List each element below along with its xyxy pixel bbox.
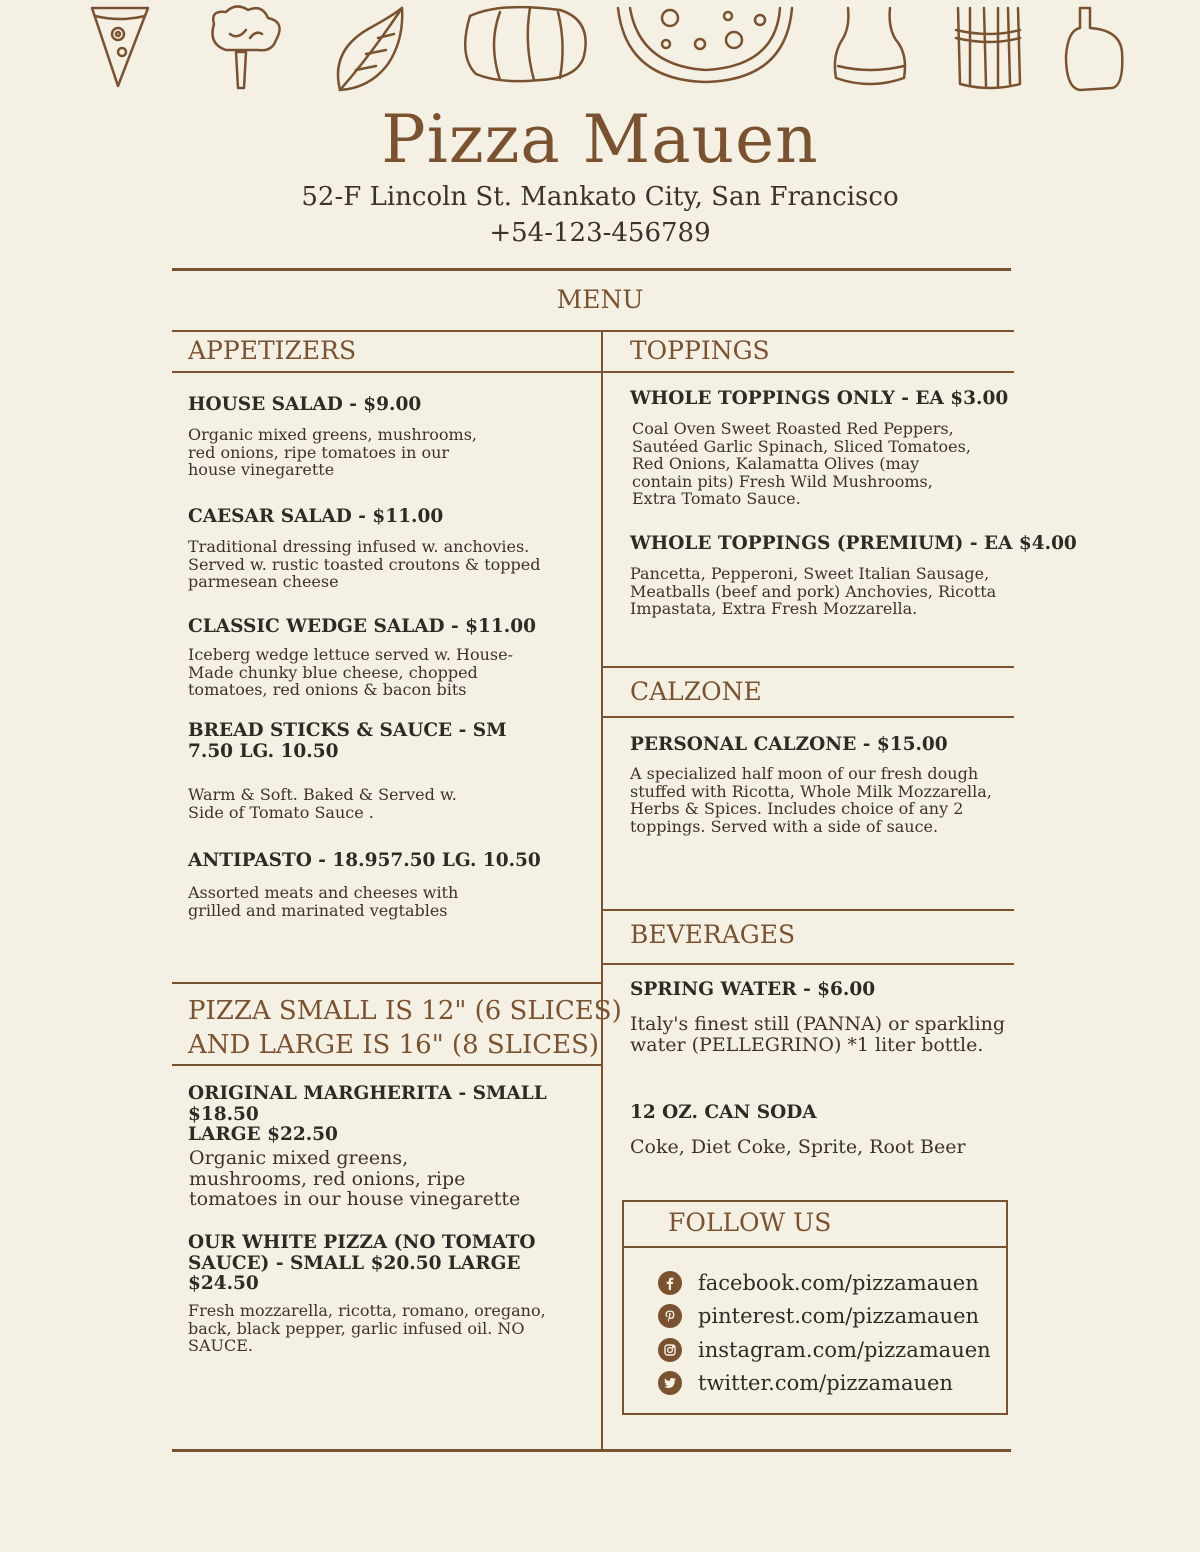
pizza-top-divider	[172, 982, 602, 984]
pinterest-icon	[658, 1304, 682, 1328]
social-link-twitter[interactable]	[658, 1368, 953, 1398]
menu-item-desc: Warm & Soft. Baked & Served w. Side of Tomato Sauce .	[188, 785, 457, 822]
menu-item-desc: Pancetta, Pepperoni, Sweet Italian Sausage, Meatballs (beef and pork) Anchovies, Ricotta Impastata, Extra Fresh Mozzarella.	[630, 564, 997, 618]
twitter-icon	[658, 1371, 682, 1395]
social-link-pinterest[interactable]	[658, 1301, 979, 1331]
menu-item-name: WHOLE TOPPINGS (PREMIUM) - EA $4.00	[630, 533, 1077, 554]
restaurant-phone: +54-123-456789	[489, 218, 711, 248]
menu-item-name: CLASSIC WEDGE SALAD - $11.00	[188, 616, 536, 637]
oil-bottle-icon	[835, 8, 905, 84]
calzone-divider	[602, 716, 1014, 718]
instagram-link-text: instagram.com/pizzamauen	[698, 1338, 991, 1362]
broccoli-icon	[213, 6, 280, 88]
header-illustrations	[0, 0, 1200, 100]
menu-item-desc: Assorted meats and cheeses with grilled and marinated vegtables	[188, 883, 459, 920]
menu-item-name: HOUSE SALAD - $9.00	[188, 394, 422, 415]
garlic-icon	[465, 7, 585, 81]
facebook-link-text: facebook.com/pizzamauen	[698, 1271, 979, 1295]
menu-item-desc: Organic mixed greens, mushrooms, red onions, ripe tomatoes in our house vinegarette	[189, 1147, 521, 1210]
calzone-title: CALZONE	[630, 677, 762, 706]
basil-leaf-icon	[338, 8, 402, 90]
pizza-peel-icon	[1066, 8, 1122, 90]
appetizers-divider	[172, 371, 602, 373]
menu-item-name: SPRING WATER - $6.00	[630, 979, 876, 1000]
restaurant-name: Pizza Mauen	[381, 101, 819, 178]
social-link-instagram[interactable]	[658, 1335, 991, 1365]
follow-us-title: FOLLOW US	[668, 1208, 832, 1237]
restaurant-address: 52-F Lincoln St. Mankato City, San Francisco	[301, 182, 899, 212]
bottom-divider	[172, 1449, 1011, 1452]
pinterest-link-text: pinterest.com/pizzamauen	[698, 1304, 980, 1328]
menu-label: MENU	[556, 285, 644, 314]
menu-divider	[172, 330, 1014, 332]
pizza-title: PIZZA SMALL IS 12" (6 SLICES) AND LARGE IS 16" (8 SLICES)	[188, 996, 622, 1060]
pasta-bundle-icon	[956, 8, 1020, 88]
menu-item-name: ORIGINAL MARGHERITA - SMALL $18.50 LARGE $22.50	[188, 1083, 547, 1145]
top-divider	[172, 268, 1011, 271]
appetizers-title: APPETIZERS	[188, 336, 357, 365]
menu-item-desc: Iceberg wedge lettuce served w. House- Made chunky blue cheese, chopped tomatoes, red onions & bacon bits	[188, 645, 514, 699]
menu-item-desc: Traditional dressing infused w. anchovies. Served w. rustic toasted croutons & topped parmesean cheese	[188, 537, 541, 591]
menu-item-name: BREAD STICKS & SAUCE - SM 7.50 LG. 10.50	[188, 720, 507, 762]
beverages-divider	[602, 963, 1014, 965]
menu-item-desc: Coal Oven Sweet Roasted Red Peppers, Sautéed Garlic Spinach, Sliced Tomatoes, Red Onions, Kalamatta Olives (may contain pits) Fresh Wild Mushrooms, Extra Tomato Sauce.	[632, 419, 971, 508]
beverages-title: BEVERAGES	[630, 920, 796, 949]
menu-item-desc: Organic mixed greens, mushrooms, red onions, ripe tomatoes in our house vinegarette	[188, 425, 478, 479]
menu-item-desc: Fresh mozzarella, ricotta, romano, oregano, back, black pepper, garlic infused oil. NO SAUCE.	[188, 1301, 546, 1355]
menu-item-desc: Italy's finest still (PANNA) or sparkling water (PELLEGRINO) *1 liter bottle.	[630, 1013, 1006, 1056]
facebook-icon	[658, 1271, 682, 1295]
toppings-divider	[602, 371, 1014, 373]
social-link-facebook[interactable]	[658, 1268, 979, 1298]
menu-item-name: PERSONAL CALZONE - $15.00	[630, 734, 948, 755]
toppings-title: TOPPINGS	[630, 336, 770, 365]
menu-item-name: ANTIPASTO - 18.957.50 LG. 10.50	[188, 850, 541, 871]
menu-item-name: WHOLE TOPPINGS ONLY - EA $3.00	[630, 388, 1009, 409]
calzone-top-divider	[602, 666, 1014, 668]
follow-us-divider	[624, 1246, 1006, 1248]
pizza-divider	[172, 1064, 602, 1066]
beverages-top-divider	[602, 909, 1014, 911]
follow-us-box	[622, 1200, 1008, 1415]
menu-item-desc: Coke, Diet Coke, Sprite, Root Beer	[630, 1136, 966, 1158]
menu-item-desc: A specialized half moon of our fresh dough stuffed with Ricotta, Whole Milk Mozzarella, Herbs & Spices. Includes choice of any 2 toppings. Served with a side of sauce.	[630, 764, 992, 836]
twitter-link-text: twitter.com/pizzamauen	[698, 1371, 953, 1395]
menu-item-name: CAESAR SALAD - $11.00	[188, 506, 444, 527]
column-divider	[601, 330, 603, 1450]
menu-item-name: 12 OZ. CAN SODA	[630, 1102, 817, 1123]
menu-item-name: OUR WHITE PIZZA (NO TOMATO SAUCE) - SMALL $20.50 LARGE $24.50	[188, 1232, 536, 1294]
pizza-slice-icon	[92, 8, 148, 86]
whole-pizza-icon	[618, 8, 792, 82]
instagram-icon	[658, 1338, 682, 1362]
